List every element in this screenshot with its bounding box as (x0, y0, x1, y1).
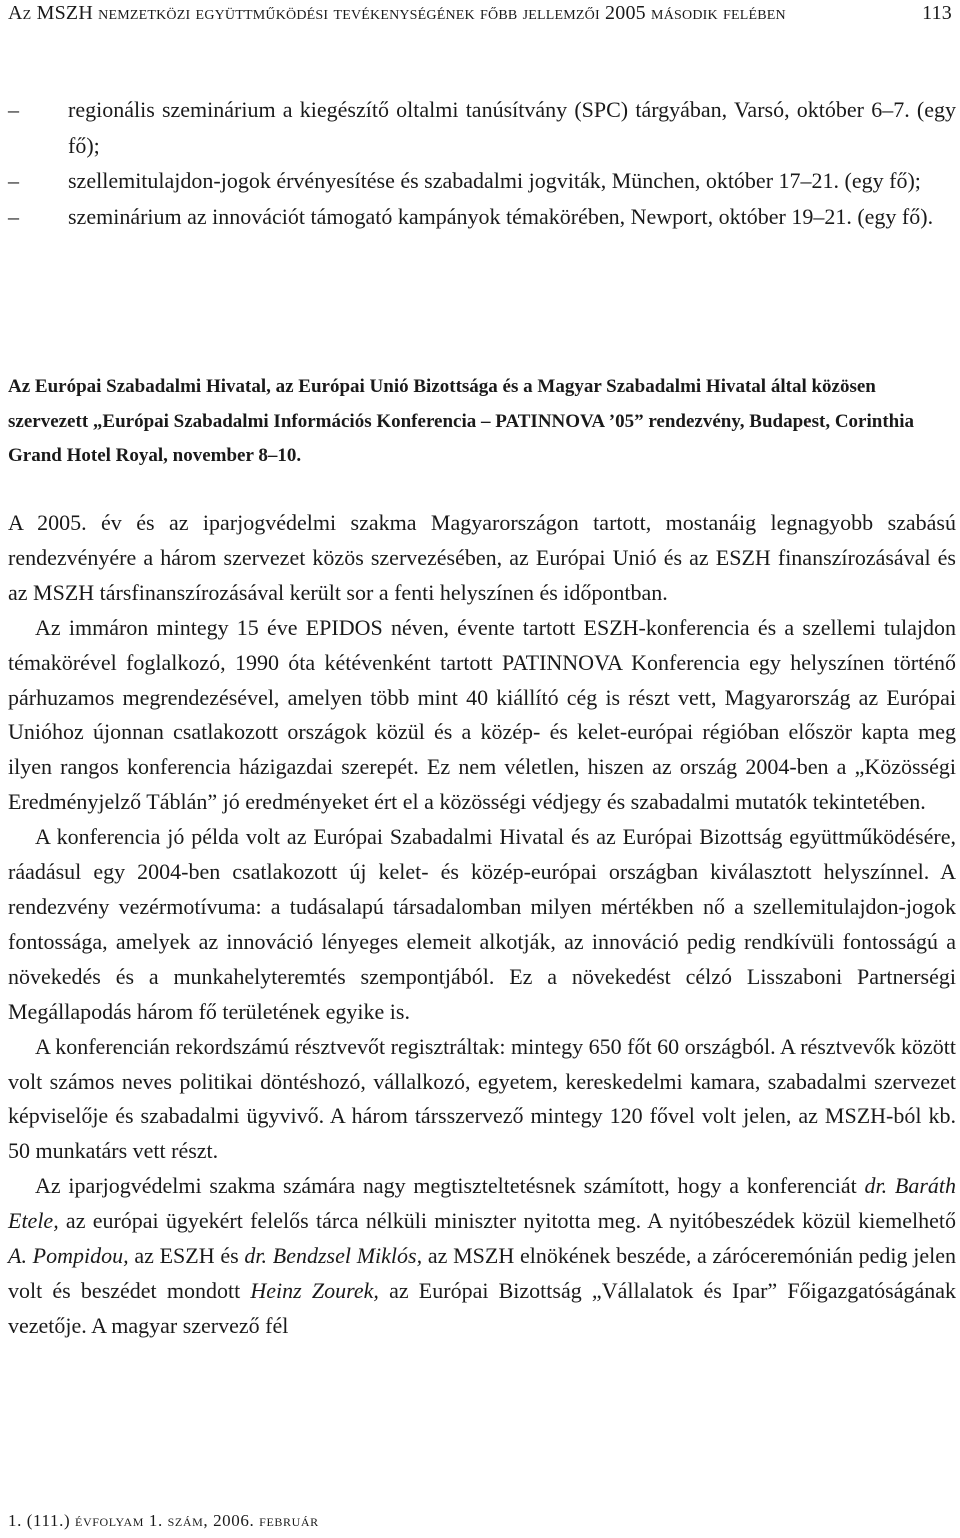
person-name: Heinz Zourek, (250, 1277, 379, 1303)
article-body (8, 506, 956, 1344)
person-name: dr. Baráth Etele, (8, 1173, 956, 1234)
paragraph: A konferencián rekordszámú résztvevőt regisztráltak: mintegy 650 főt 60 országból. A résztvevők között volt számos neves politikai döntéshozó, vállalkozó, egyetem, kereskedelmi kamara, szabadalmi szervezet képviselője és szabadalmi ügyvivő. A három társszervező mintegy 120 fővel volt jelen, az MSZH-ból kb. 50 munkatárs vett részt. (8, 1033, 956, 1164)
paragraph: Az immáron mintegy 15 éve EPIDOS néven, évente tartott ESZH-konferencia és a szellemi tulajdon témakörével foglalkozó, 1990 óta kétévenként tartott PATINNOVA Konferencia egy helyszínen történő párhuzamos megrendezésével, amelyen több mint 40 kiállító cég is részt vett, Magyarország az Európai Unióhoz újonnan csatlakozott országok közül és a közép- és kelet-európai régióban először kapta meg ilyen rangos konferencia házigazdai szerepét. Ez nem véletlen, hiszen az ország 2004-ben a „Közösségi Eredményjelző Táblán” jó eredményeket ért el a közösségi védjegy és szabadalmi mutatók tekintetében. (8, 614, 956, 815)
text-run: az Európai Bizottság „Vállalatok és Ipar” Főigazgatóságának vezetője. A magyar szervező fél (8, 1277, 956, 1338)
text-run: az ESZH és (128, 1243, 245, 1269)
person-name: A. Pompidou, (8, 1243, 129, 1269)
paragraph: A 2005. év és az iparjogvédelmi szakma Magyarországon tartott, mostanáig legnagyobb szabású rendezvényére a három szervezet közös szervezésében, az Európai Unió és az ESZH finanszírozásával és az MSZH társfinanszírozásával került sor a fenti helyszínen és időpontban. (8, 510, 956, 605)
list-dash: – (8, 168, 19, 194)
section-heading: Az Európai Szabadalmi Hivatal, az Európai Unió Bizottsága és a Magyar Szabadalmi Hivatal által közösen szervezett „Európai Szabadalmi Információs Konferencia – PATINNOVA ’05” rendezvény, Budapest, Corinthia Grand Hotel Royal, november 8–10. (8, 376, 914, 467)
paragraph: A konferencia jó példa volt az Európai Szabadalmi Hivatal és az Európai Bizottság együttműködésére, ráadásul egy 2004-ben csatlakozott új kelet- és közép-európai országban kiválasztott helyszínnel. A rendezvény vezérmotívuma: a tudásalapú társadalomban milyen mértékben nő a szellemitulajdon-jogok fontossága, amelyek az innováció lényeges elemeit alkotják, az innováció pedig rendkívüli fontosságú a növekedés és a munkahelyteremtés szempontjából. Ez a növekedést célzó Lisszaboni Partnerségi Megállapodás három fő területének egyike is. (8, 824, 956, 1024)
page-number: 113 (922, 2, 952, 24)
list-dash: – (8, 204, 19, 230)
list-item-text: regionális szeminárium a kiegészítő oltalmi tanúsítvány (SPC) tárgyában, Varsó, október 6–7. (egy fő); (68, 97, 956, 158)
text-run: Az iparjogvédelmi szakma számára nagy megtiszteltetésnek számított, hogy a konferenciát (35, 1173, 865, 1199)
list-item (8, 92, 956, 163)
page-footer: 1. (111.) évfolyam 1. szám, 2006. február (8, 1511, 319, 1530)
person-name: dr. Bendzsel Miklós, (244, 1243, 423, 1269)
list-item (8, 163, 956, 199)
paragraph (8, 1169, 956, 1344)
header-title: Az MSZH nemzetközi együttműködési tevékenységének főbb jellemzői 2005 második felében (8, 2, 786, 24)
list-item (8, 199, 956, 235)
list-item-text: szeminárium az innovációt támogató kampányok témakörében, Newport, október 19–21. (egy fő). (68, 204, 934, 230)
list-item-text: szellemitulajdon-jogok érvényesítése és szabadalmi jogviták, München, október 17–21. (egy fő); (68, 168, 921, 194)
text-run: az európai ügyekért felelős tárca nélküli miniszter nyitotta meg. A nyitóbeszédek közül kiemelhető (58, 1208, 956, 1234)
event-list (8, 92, 956, 235)
text-run: az MSZH elnökének beszéde, a záróceremónián pedig jelen volt és beszédet mondott (8, 1243, 956, 1303)
list-dash: – (8, 97, 19, 122)
running-header (8, 2, 952, 28)
